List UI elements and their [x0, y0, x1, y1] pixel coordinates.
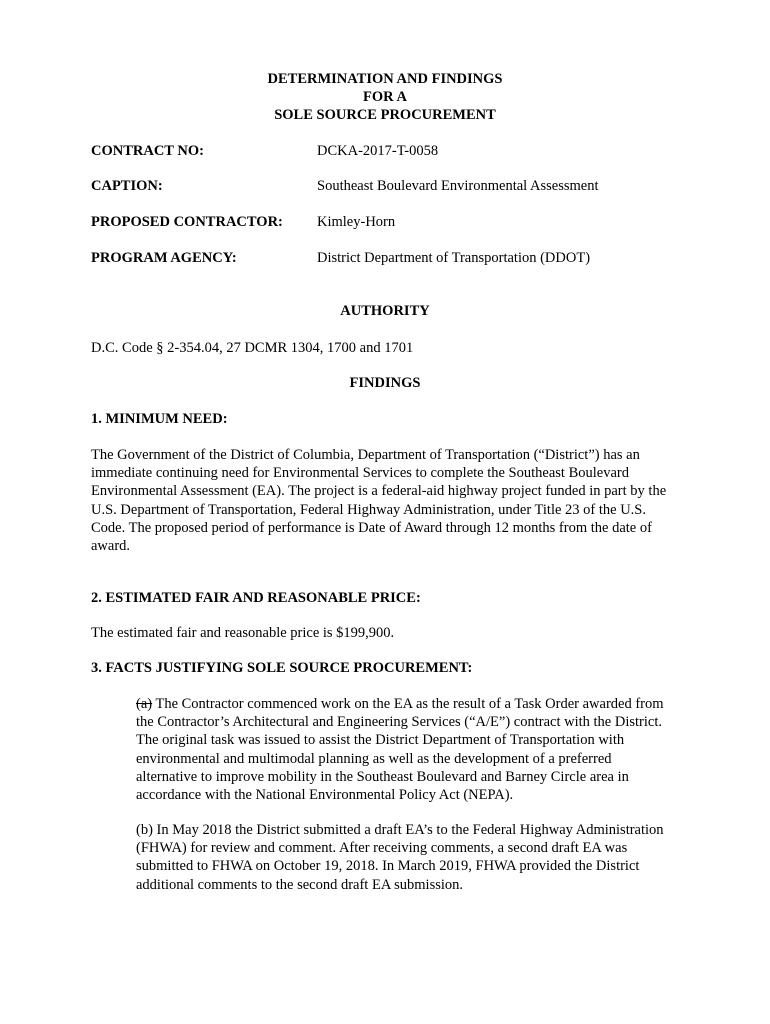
contract-no-label: CONTRACT NO:: [91, 143, 204, 159]
section-2-heading: 2. ESTIMATED FAIR AND REASONABLE PRICE:: [91, 590, 421, 606]
section-1-heading: 1. MINIMUM NEED:: [91, 411, 228, 427]
section-2-text: The estimated fair and reasonable price is $199,900.: [91, 625, 395, 641]
section-3-paragraph-b: (b) In May 2018 the District submitted a draft EA’s to the Federal Highway Administration (FHWA) for review and comment. After receiving comments, a second draft EA was submitted to FHWA on October 19, 2018. In March 2019, FHWA provided the District additional comments to the second draft EA submission.: [136, 822, 664, 893]
title-line-2: FOR A: [363, 89, 407, 105]
authority-heading: AUTHORITY: [340, 303, 430, 319]
paragraph-a-marker: (a): [136, 696, 153, 712]
caption-value: Southeast Boulevard Environmental Assessment: [317, 178, 599, 194]
contract-no-value: DCKA-2017-T-0058: [317, 143, 439, 159]
program-agency-value: District Department of Transportation (DDOT): [317, 250, 591, 266]
program-agency-label: PROGRAM AGENCY:: [91, 250, 237, 266]
authority-text: D.C. Code § 2-354.04, 27 DCMR 1304, 1700 and 1701: [91, 340, 414, 356]
title-line-3: SOLE SOURCE PROCUREMENT: [274, 107, 496, 123]
caption-label: CAPTION:: [91, 178, 163, 194]
findings-heading: FINDINGS: [349, 375, 421, 391]
section-3-heading: 3. FACTS JUSTIFYING SOLE SOURCE PROCUREMENT:: [91, 660, 473, 676]
paragraph-a-text: The Contractor commenced work on the EA as the result of a Task Order awarded from the Contractor’s Architectural and Engineering Services (“A/E”) contract with the District. The original task was issued to assist the District Department of Transportation with environmental and multimodal planning as well as the development of a preferred alternative to improve mobility in the Southeast Boulevard and Barney Circle area in accordance with the National Environmental Policy Act (NEPA).: [136, 696, 664, 804]
section-1-text: The Government of the District of Columbia, Department of Transportation (“District”) has an immediate continuing need for Environmental Services to complete the Southeast Boulevard Environmental Assessment (EA). The project is a federal-aid highway project funded in part by the U.S. Department of Transportation, Federal Highway Administration, under Title 23 of the U.S. Code. The proposed period of performance is Date of Award through 12 months from the date of award.: [91, 447, 667, 555]
title-line-1: DETERMINATION AND FINDINGS: [267, 71, 503, 87]
section-3-paragraph-a: [136, 695, 676, 804]
proposed-contractor-value: Kimley-Horn: [317, 214, 396, 230]
proposed-contractor-label: PROPOSED CONTRACTOR:: [91, 214, 283, 230]
document-title: [0, 70, 770, 124]
